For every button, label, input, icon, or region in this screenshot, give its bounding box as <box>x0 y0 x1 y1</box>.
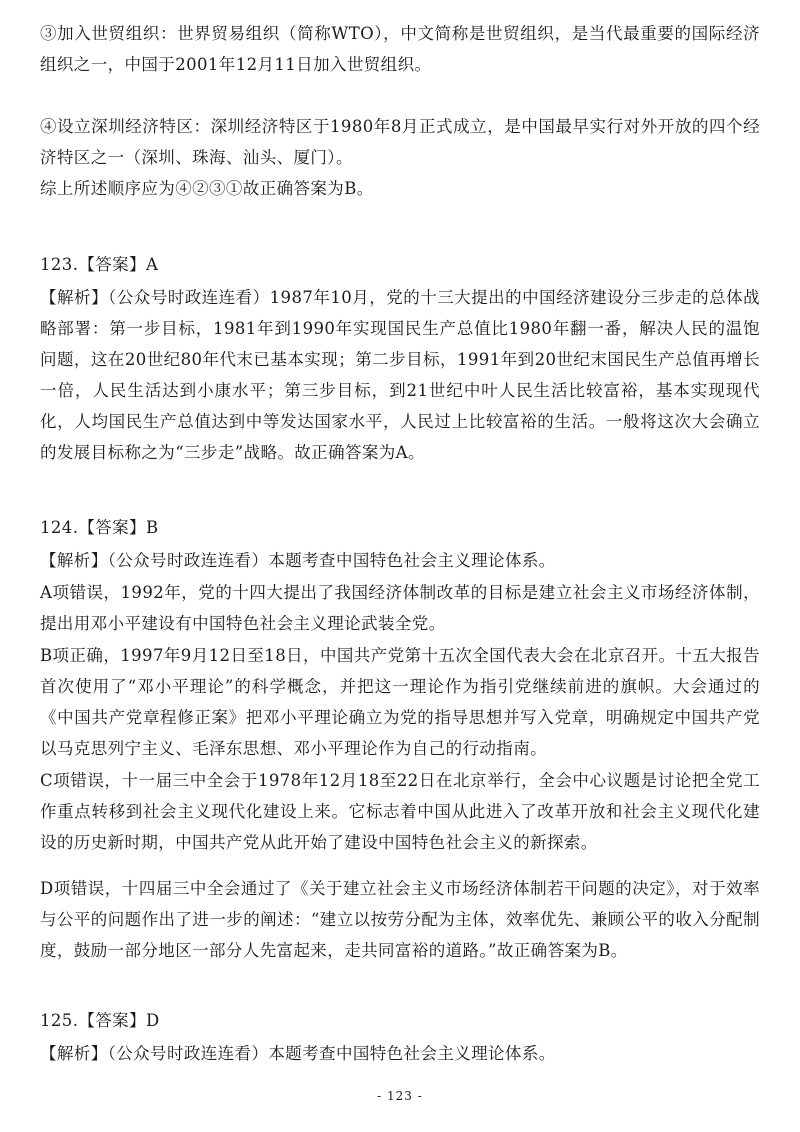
page-number: - 123 - <box>377 1089 423 1103</box>
q123-answer: 123.【答案】A <box>40 255 159 274</box>
q122-point-4: ④设立深圳经济特区：深圳经济特区于1980年8月正式成立，是中国最早实行对外开放的四个经济特区之一（深圳、珠海、汕头、厦门）。 <box>40 117 760 167</box>
q124-option-c: C项错误，十一届三中全会于1978年12月18至22日在北京举行，全会中心议题是讨论把全党工作重点转移到社会主义现代化建设上来。它标志着中国从此进入了改革开放和社会主义现代化建设的历史新时期，中国共产党从此开始了建设中国特色社会主义的新探索。 <box>40 771 760 852</box>
q124-option-a: A项错误，1992年，党的十四大提出了我国经济体制改革的目标是建立社会主义市场经济体制，提出用邓小平建设有中国特色社会主义理论武装全党。 <box>40 583 760 633</box>
q125-answer: 125.【答案】D <box>40 1011 160 1030</box>
q124-answer: 124.【答案】B <box>40 518 159 537</box>
q122-point-3: ③加入世贸组织：世界贸易组织（简称WTO），中文简称是世贸组织，是当代最重要的国际经济组织之一，中国于2001年12月11日加入世贸组织。 <box>40 24 760 74</box>
q122-conclusion: 综上所述顺序应为④②③①故正确答案为B。 <box>40 179 374 198</box>
q124-analysis: 【解析】（公众号时政连连看）本题考查中国特色社会主义理论体系。 <box>40 551 556 570</box>
q123-analysis: 【解析】（公众号时政连连看）1987年10月，党的十三大提出的中国经济建设分三步走的总体战略部署：第一步目标，1981年到1990年实现国民生产总值比1980年翻一番，解决人民的温饱问题，这在20世纪80年代末已基本实现；第二步目标，1991年到20世纪末国民生产总值再增长一倍，人民生活达到小康水平；第三步目标，到21世纪中叶人民生活比较富裕，基本实现现代化，人均国民生产总值达到中等发达国家水平，人民过上比较富裕的生活。一般将这次大会确立的发展目标称之为“三步走”战略。故正确答案为A。 <box>40 288 760 462</box>
q125-analysis: 【解析】（公众号时政连连看）本题考查中国特色社会主义理论体系。 <box>40 1044 556 1063</box>
q124-option-d: D项错误，十四届三中全会通过了《关于建立社会主义市场经济体制若干问题的决定》，对于效率与公平的问题作出了进一步的阐述：“建立以按劳分配为主体，效率优先、兼顾公平的收入分配制度，鼓励一部分地区一部分人先富起来，走共同富裕的道路。”故正确答案为B。 <box>40 879 760 960</box>
q124-option-b: B项正确，1997年9月12日至18日，中国共产党第十五次全国代表大会在北京召开。十五大报告首次使用了“邓小平理论”的科学概念，并把这一理论作为指引党继续前进的旗帜。大会通过的《中国共产党章程修正案》把邓小平理论确立为党的指导思想并写入党章，明确规定中国共产党以马克思列宁主义、毛泽东思想、邓小平理论作为自己的行动指南。 <box>40 646 760 758</box>
